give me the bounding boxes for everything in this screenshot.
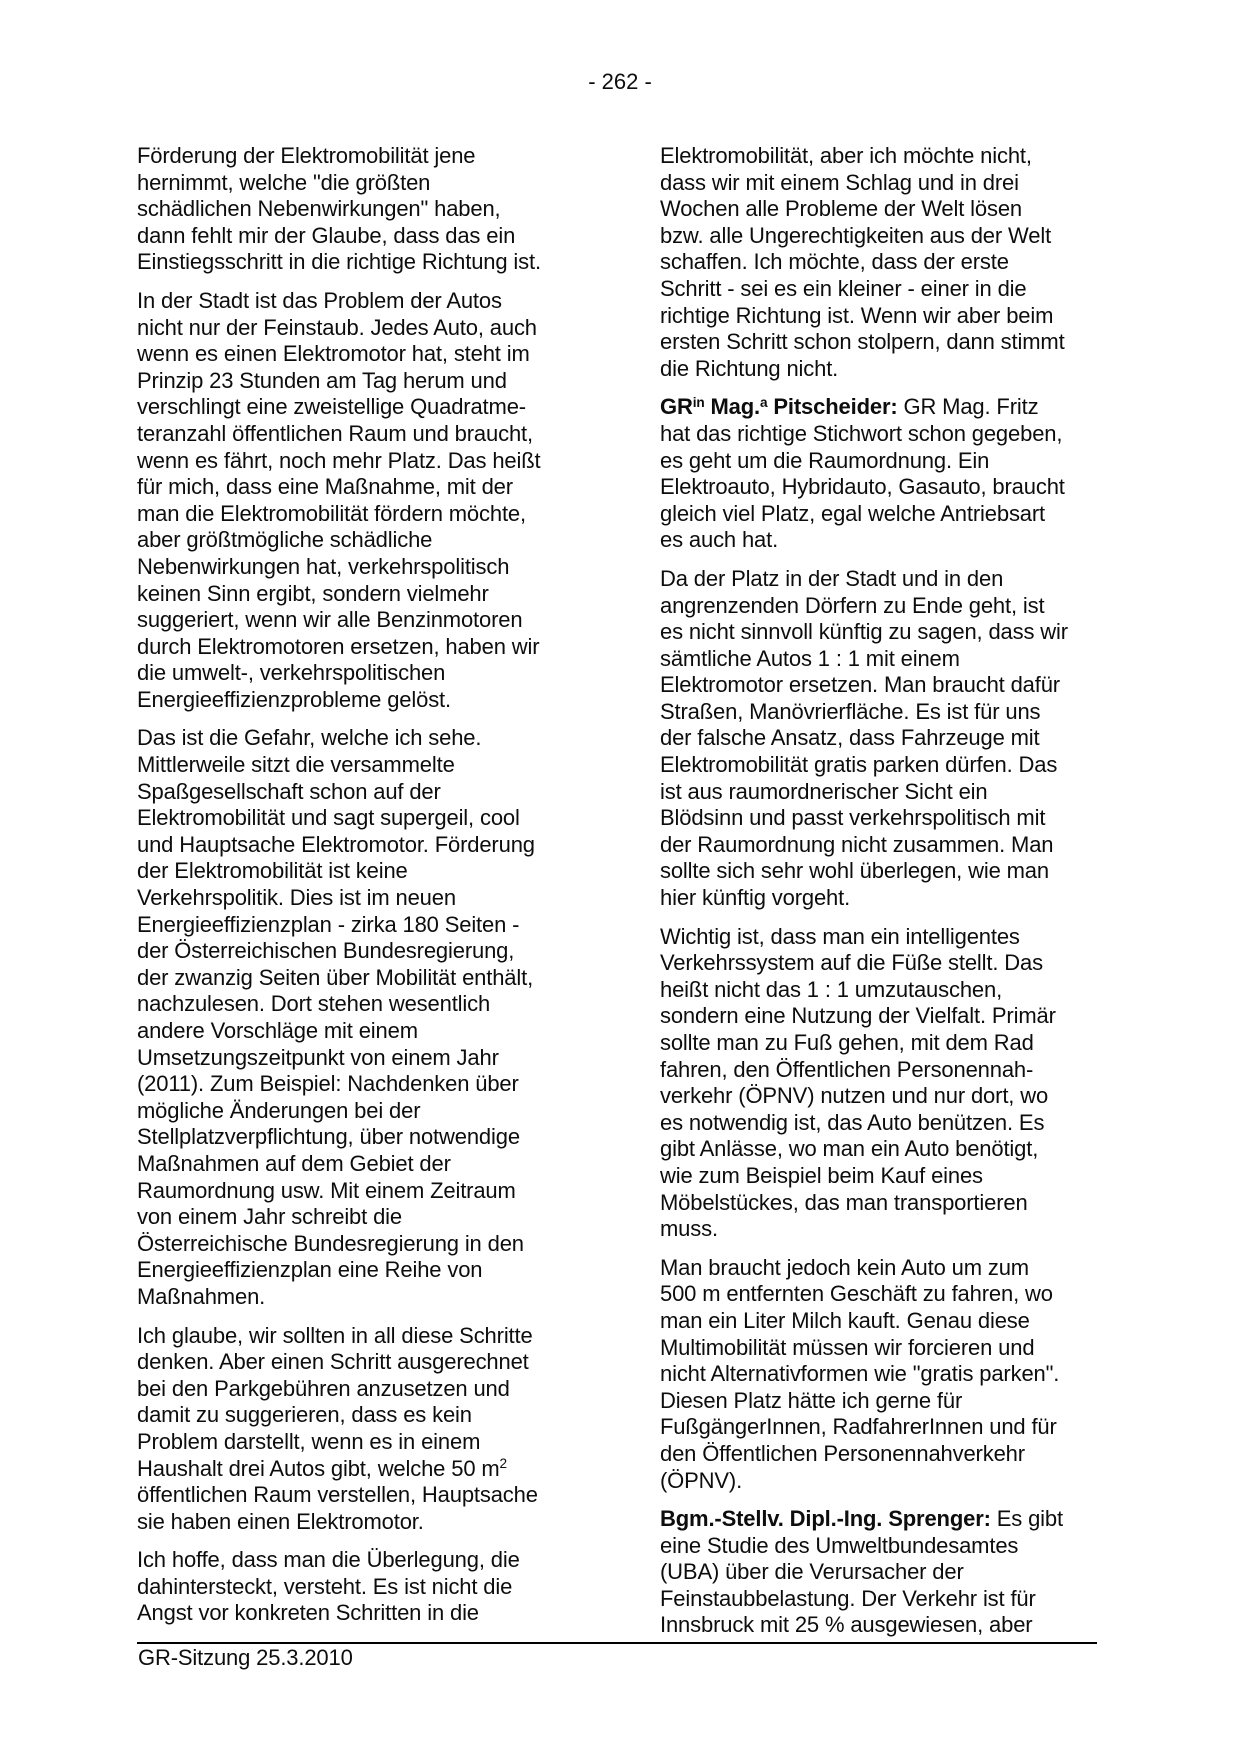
paragraph bbox=[660, 394, 1115, 554]
body-text: Feinstaubbelastung. Der Verkehr ist für bbox=[660, 1585, 1036, 1611]
body-text: sollte sich sehr wohl überlegen, wie man bbox=[660, 858, 1049, 884]
body-text: teranzahl öffentlichen Raum und braucht, bbox=[137, 420, 533, 446]
paragraph bbox=[660, 1506, 1115, 1639]
body-text: gibt Anlässe, wo man ein Auto benötigt, bbox=[660, 1136, 1039, 1162]
footer-divider bbox=[137, 1642, 1097, 1644]
body-text: Multimobilität müssen wir forcieren und bbox=[660, 1334, 1035, 1360]
body-text: wenn es fährt, noch mehr Platz. Das heißt bbox=[137, 447, 541, 473]
body-text: sondern eine Nutzung der Vielfalt. Primär bbox=[660, 1003, 1056, 1029]
body-text: Ich hoffe, dass man die Überlegung, die bbox=[137, 1547, 520, 1573]
body-text: der Raumordnung nicht zusammen. Man bbox=[660, 831, 1054, 857]
body-text: damit zu suggerieren, dass es kein bbox=[137, 1402, 472, 1428]
body-text: (ÖPNV). bbox=[660, 1467, 743, 1493]
speaker-name-text: Bgm.-Stellv. Dipl.-Ing. Sprenger: bbox=[660, 1506, 991, 1532]
body-text: es geht um die Raumordnung. Ein bbox=[660, 447, 990, 473]
body-text: für mich, dass eine Maßnahme, mit der bbox=[137, 474, 513, 500]
body-text: durch Elektromotoren ersetzen, haben wir bbox=[137, 633, 540, 659]
body-text: Elektromobilität gratis parken dürfen. Das bbox=[660, 752, 1058, 778]
body-text: In der Stadt ist das Problem der Autos bbox=[137, 287, 502, 313]
body-text: (2011). Zum Beispiel: Nachdenken über bbox=[137, 1071, 519, 1097]
left-column bbox=[137, 143, 582, 1639]
body-text: gleich viel Platz, egal welche Antriebsart bbox=[660, 500, 1046, 526]
body-text: die Richtung nicht. bbox=[660, 355, 839, 381]
footer-meeting-label: GR-Sitzung 25.3.2010 bbox=[138, 1645, 353, 1670]
body-text: 500 m entfernten Geschäft zu fahren, wo bbox=[660, 1281, 1053, 1307]
body-text: Umsetzungszeitpunkt von einem Jahr bbox=[137, 1044, 499, 1070]
body-text: man ein Liter Milch kauft. Genau diese bbox=[660, 1307, 1030, 1333]
body-text: Verkehrspolitik. Dies ist im neuen bbox=[137, 885, 456, 911]
body-text: richtige Richtung ist. Wenn wir aber beim bbox=[660, 302, 1054, 328]
right-column bbox=[660, 143, 1115, 1651]
body-text: sämtliche Autos 1 : 1 mit einem bbox=[660, 645, 960, 671]
body-text: Blödsinn und passt verkehrspolitisch mit bbox=[660, 805, 1046, 831]
body-text: sie haben einen Elektromotor. bbox=[137, 1508, 424, 1534]
body-text: Spaßgesellschaft schon auf der bbox=[137, 778, 441, 804]
body-text: bei den Parkgebühren anzusetzen und bbox=[137, 1375, 510, 1401]
body-text: schaffen. Ich möchte, dass der erste bbox=[660, 249, 1009, 275]
body-text: 2 bbox=[499, 1456, 507, 1471]
body-text: Energieeffizienzplan eine Reihe von bbox=[137, 1257, 483, 1283]
body-text: öffentlichen Raum verstellen, Hauptsache bbox=[137, 1482, 538, 1508]
body-text: mögliche Änderungen bei der bbox=[137, 1097, 421, 1123]
body-text: schädlichen Nebenwirkungen" haben, bbox=[137, 196, 501, 222]
body-text: verschlingt eine zweistellige Quadratme- bbox=[137, 394, 526, 420]
body-text: Prinzip 23 Stunden am Tag herum und bbox=[137, 367, 507, 393]
body-text: Nebenwirkungen hat, verkehrspolitisch bbox=[137, 553, 510, 579]
body-text: Schritt - sei es ein kleiner - einer in die bbox=[660, 275, 1027, 301]
body-text: Verkehrssystem auf die Füße stellt. Das bbox=[660, 950, 1043, 976]
body-text: suggeriert, wenn wir alle Benzinmotoren bbox=[137, 607, 523, 633]
body-text: nicht nur der Feinstaub. Jedes Auto, auch bbox=[137, 314, 537, 340]
body-text: Elektromobilität, aber ich möchte nicht, bbox=[660, 143, 1032, 168]
paragraph bbox=[660, 924, 1115, 1243]
speaker-name-text: Mag. bbox=[704, 394, 760, 420]
body-text: andere Vorschläge mit einem bbox=[137, 1018, 418, 1043]
paragraph bbox=[137, 1323, 582, 1536]
body-text: keinen Sinn ergibt, sondern vielmehr bbox=[137, 580, 489, 606]
body-text: und Hauptsache Elektromotor. Förderung bbox=[137, 831, 535, 857]
paragraph bbox=[137, 1547, 582, 1627]
body-text: es notwendig ist, das Auto benützen. Es bbox=[660, 1109, 1045, 1135]
speaker-name-text: GR bbox=[660, 394, 693, 420]
body-text: Ich glaube, wir sollten in all diese Schritte bbox=[137, 1322, 533, 1348]
body-text: den Öffentlichen Personennahverkehr bbox=[660, 1440, 1025, 1466]
body-text: wie zum Beispiel beim Kauf eines bbox=[660, 1162, 983, 1188]
body-text: Mittlerweile sitzt die versammelte bbox=[137, 752, 455, 778]
body-text: Maßnahmen auf dem Gebiet der bbox=[137, 1150, 451, 1176]
body-text: fahren, den Öffentlichen Personennah- bbox=[660, 1056, 1034, 1082]
body-text: Innsbruck mit 25 % ausgewiesen, aber bbox=[660, 1612, 1033, 1638]
body-text: Österreichische Bundesregierung in den bbox=[137, 1230, 524, 1256]
body-text: verkehr (ÖPNV) nutzen und nur dort, wo bbox=[660, 1083, 1049, 1109]
body-text: hernimmt, welche "die größten bbox=[137, 169, 431, 195]
body-text: Förderung der Elektromobilität jene bbox=[137, 143, 476, 168]
body-text: (UBA) über die Verursacher der bbox=[660, 1559, 964, 1585]
body-text: Raumordnung usw. Mit einem Zeitraum bbox=[137, 1177, 516, 1203]
body-text: Da der Platz in der Stadt und in den bbox=[660, 565, 1004, 591]
body-text: angrenzenden Dörfern zu Ende geht, ist bbox=[660, 592, 1045, 618]
body-text: Wichtig ist, dass man ein intelligentes bbox=[660, 923, 1020, 949]
body-text: bzw. alle Ungerechtigkeiten aus der Welt bbox=[660, 222, 1052, 248]
paragraph bbox=[137, 143, 582, 276]
body-text: GR Mag. Fritz bbox=[897, 394, 1039, 420]
body-text: sollte man zu Fuß gehen, mit dem Rad bbox=[660, 1030, 1034, 1055]
body-text: Haushalt drei Autos gibt, welche 50 m bbox=[137, 1455, 500, 1481]
body-text: ersten Schritt schon stolpern, dann stimmt bbox=[660, 329, 1065, 355]
speaker-name-text: a bbox=[760, 394, 768, 410]
body-text: man die Elektromobilität fördern möchte, bbox=[137, 500, 526, 526]
body-text: es auch hat. bbox=[660, 527, 779, 553]
body-text: von einem Jahr schreibt die bbox=[137, 1204, 402, 1230]
body-text: Elektromobilität und sagt supergeil, cool bbox=[137, 805, 520, 831]
body-text: Elektroauto, Hybridauto, Gasauto, braucht bbox=[660, 474, 1065, 500]
body-text: Energieeffizienzprobleme gelöst. bbox=[137, 686, 451, 712]
body-text: FußgängerInnen, RadfahrerInnen und für bbox=[660, 1414, 1057, 1440]
paragraph bbox=[660, 143, 1115, 382]
body-text: der Elektromobilität ist keine bbox=[137, 858, 408, 884]
speaker-name-text: Pitscheider: bbox=[767, 394, 898, 420]
body-text: aber größtmögliche schädliche bbox=[137, 527, 433, 553]
body-text: denken. Aber einen Schritt ausgerechnet bbox=[137, 1349, 529, 1375]
body-text: es nicht sinnvoll künftig zu sagen, dass wir bbox=[660, 619, 1068, 645]
body-text: Energieeffizienzplan - zirka 180 Seiten - bbox=[137, 911, 520, 937]
body-text: heißt nicht das 1 : 1 umzutauschen, bbox=[660, 976, 1003, 1002]
paragraph bbox=[660, 566, 1115, 912]
body-text: Möbelstückes, das man transportieren bbox=[660, 1189, 1028, 1215]
paragraph bbox=[660, 1255, 1115, 1494]
body-text: Man braucht jedoch kein Auto um zum bbox=[660, 1254, 1029, 1280]
body-text: dann fehlt mir der Glaube, dass das ein bbox=[137, 222, 516, 248]
body-text: nicht Alternativformen wie "gratis parken". bbox=[660, 1361, 1060, 1387]
body-text: nachzulesen. Dort stehen wesentlich bbox=[137, 991, 491, 1017]
body-text: der zwanzig Seiten über Mobilität enthält, bbox=[137, 964, 534, 990]
body-text: wenn es einen Elektromotor hat, steht im bbox=[137, 341, 530, 367]
body-text: Problem darstellt, wenn es in einem bbox=[137, 1428, 481, 1454]
body-text: Maßnahmen. bbox=[137, 1283, 266, 1309]
paragraph bbox=[137, 288, 582, 714]
speaker-name-text: in bbox=[692, 394, 705, 410]
body-text: Angst vor konkreten Schritten in die bbox=[137, 1600, 479, 1626]
body-text: Stellplatzverpflichtung, über notwendige bbox=[137, 1124, 520, 1150]
body-text: eine Studie des Umweltbundesamtes bbox=[660, 1532, 1019, 1558]
body-text: Wochen alle Probleme der Welt lösen bbox=[660, 196, 1023, 222]
page-number: - 262 - bbox=[588, 69, 652, 94]
body-text: Das ist die Gefahr, welche ich sehe. bbox=[137, 725, 482, 751]
body-text: ist aus raumordnerischer Sicht ein bbox=[660, 778, 988, 804]
body-text: Straßen, Manövrierfläche. Es ist für uns bbox=[660, 698, 1041, 724]
body-text: der Österreichischen Bundesregierung, bbox=[137, 938, 515, 964]
body-text: hat das richtige Stichwort schon gegeben, bbox=[660, 420, 1063, 446]
paragraph bbox=[137, 725, 582, 1310]
body-text: dahintersteckt, versteht. Es ist nicht die bbox=[137, 1573, 513, 1599]
body-text: Elektromotor ersetzen. Man braucht dafür bbox=[660, 672, 1060, 698]
body-text: hier künftig vorgeht. bbox=[660, 885, 851, 911]
body-text: Diesen Platz hätte ich gerne für bbox=[660, 1387, 963, 1413]
body-text: Einstiegsschritt in die richtige Richtung ist. bbox=[137, 249, 541, 275]
body-text: dass wir mit einem Schlag und in drei bbox=[660, 169, 1019, 195]
body-text: der falsche Ansatz, dass Fahrzeuge mit bbox=[660, 725, 1040, 751]
body-text: muss. bbox=[660, 1216, 718, 1242]
body-text: Es gibt bbox=[990, 1506, 1063, 1532]
body-text: die umwelt-, verkehrspolitischen bbox=[137, 660, 446, 686]
